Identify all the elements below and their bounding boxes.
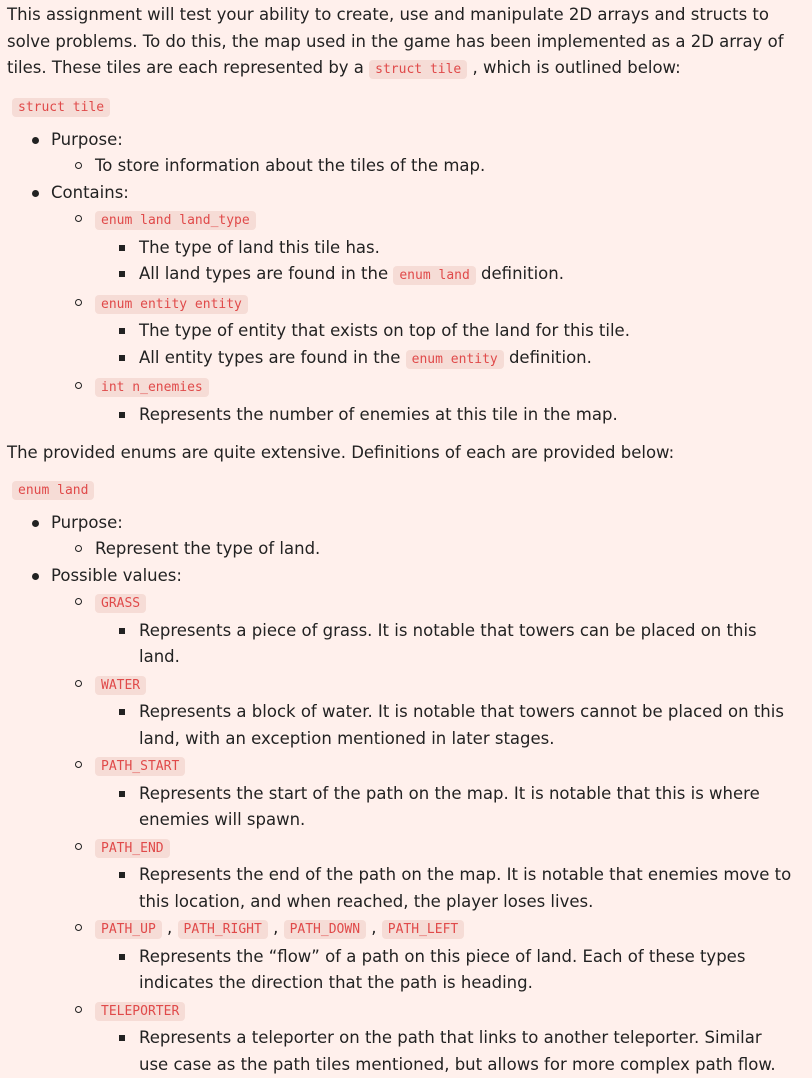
list-item xyxy=(7,127,796,180)
enum-code: TELEPORTER xyxy=(95,1002,185,1021)
inline-code: enum entity xyxy=(406,350,504,369)
purpose-label: Purpose: xyxy=(51,513,123,532)
enum-value-item xyxy=(51,752,796,834)
list-item xyxy=(95,261,796,290)
enum-code: PATH_RIGHT xyxy=(178,920,268,939)
field-item xyxy=(51,290,796,374)
values-label: Possible values: xyxy=(51,566,182,585)
contains-label: Contains: xyxy=(51,183,129,202)
list-item xyxy=(95,235,796,262)
list-item xyxy=(7,180,796,429)
list-item xyxy=(95,1025,796,1078)
intro-paragraph xyxy=(7,2,796,84)
field-desc: The type of land this tile has. xyxy=(139,238,380,257)
enum-desc: Represents the end of the path on the map. It is notable that enemies move to this location, and when reached, the player loses lives. xyxy=(139,865,791,911)
field-code: enum entity entity xyxy=(95,295,248,314)
enum-value-item: PATH_UP , PATH_RIGHT , PATH_DOWN , PATH_LEFT Represents the “flow” of a path on this piece of land. Each of these types indicates the direction that the path is heading. xyxy=(51,915,796,997)
enums-intro: The provided enums are quite extensive. Definitions of each are provided below: xyxy=(7,440,796,467)
list-item xyxy=(95,618,796,671)
inline-code: enum land xyxy=(393,266,475,285)
enum-desc: Represents a teleporter on the path that links to another teleporter. Similar use case as the path tiles mentioned, but allows for more complex path flow. xyxy=(139,1028,776,1074)
purpose-text: Represent the type of land. xyxy=(95,539,320,558)
enum-list xyxy=(7,510,796,1078)
enum-value-item xyxy=(51,589,796,671)
field-item xyxy=(51,373,796,428)
field-code: int n_enemies xyxy=(95,378,209,397)
intro-text: This assignment will test your ability to create, use and manipulate 2D arrays and structs to solve problems. To do this, the map used in the game has been implemented as a 2D array of tiles. These tiles are each represented by a xyxy=(7,5,784,77)
enum-desc: Represents the “flow” of a path on this piece of land. Each of these types indicates the direction that the path is heading. xyxy=(139,947,745,993)
field-desc: definition. xyxy=(504,348,592,367)
field-desc: All land types are found in the xyxy=(139,264,393,283)
enum-code: PATH_END xyxy=(95,839,170,858)
purpose-label: Purpose: xyxy=(51,130,123,149)
list-item xyxy=(7,510,796,563)
enum-desc: Represents the start of the path on the map. It is notable that this is where enemies will spawn. xyxy=(139,784,760,830)
enum-code: WATER xyxy=(95,676,146,695)
struct-list xyxy=(7,127,796,429)
enum-desc: Represents a block of water. It is notable that towers cannot be placed on this land, with an exception mentioned in later stages. xyxy=(139,702,784,748)
list-item xyxy=(95,402,796,429)
intro-text-after: , which is outlined below: xyxy=(467,58,680,77)
intro-code: struct tile xyxy=(369,60,467,79)
struct-heading: struct tile xyxy=(12,98,110,117)
list-item xyxy=(95,345,796,374)
field-item xyxy=(51,206,796,290)
list-item xyxy=(7,563,796,1078)
list-item xyxy=(95,699,796,752)
purpose-text: To store information about the tiles of the map. xyxy=(95,156,485,175)
enum-code: PATH_DOWN xyxy=(284,920,366,939)
list-item xyxy=(95,944,796,997)
list-item xyxy=(95,862,796,915)
list-item xyxy=(51,153,796,180)
field-code: enum land land_type xyxy=(95,211,256,230)
field-desc: All entity types are found in the xyxy=(139,348,406,367)
list-item xyxy=(95,318,796,345)
list-item xyxy=(95,781,796,834)
enum-code: PATH_LEFT xyxy=(382,920,464,939)
enum-value-item xyxy=(51,671,796,753)
enum-code: GRASS xyxy=(95,594,146,613)
field-desc: The type of entity that exists on top of the land for this tile. xyxy=(139,321,630,340)
enum-value-item xyxy=(51,834,796,916)
list-item xyxy=(51,536,796,563)
enum-heading: enum land xyxy=(12,481,94,500)
enum-desc: Represents a piece of grass. It is notable that towers can be placed on this land. xyxy=(139,621,757,667)
enum-code: PATH_START xyxy=(95,757,185,776)
field-desc: Represents the number of enemies at this tile in the map. xyxy=(139,405,618,424)
field-desc: definition. xyxy=(476,264,564,283)
enum-code: PATH_UP xyxy=(95,920,162,939)
